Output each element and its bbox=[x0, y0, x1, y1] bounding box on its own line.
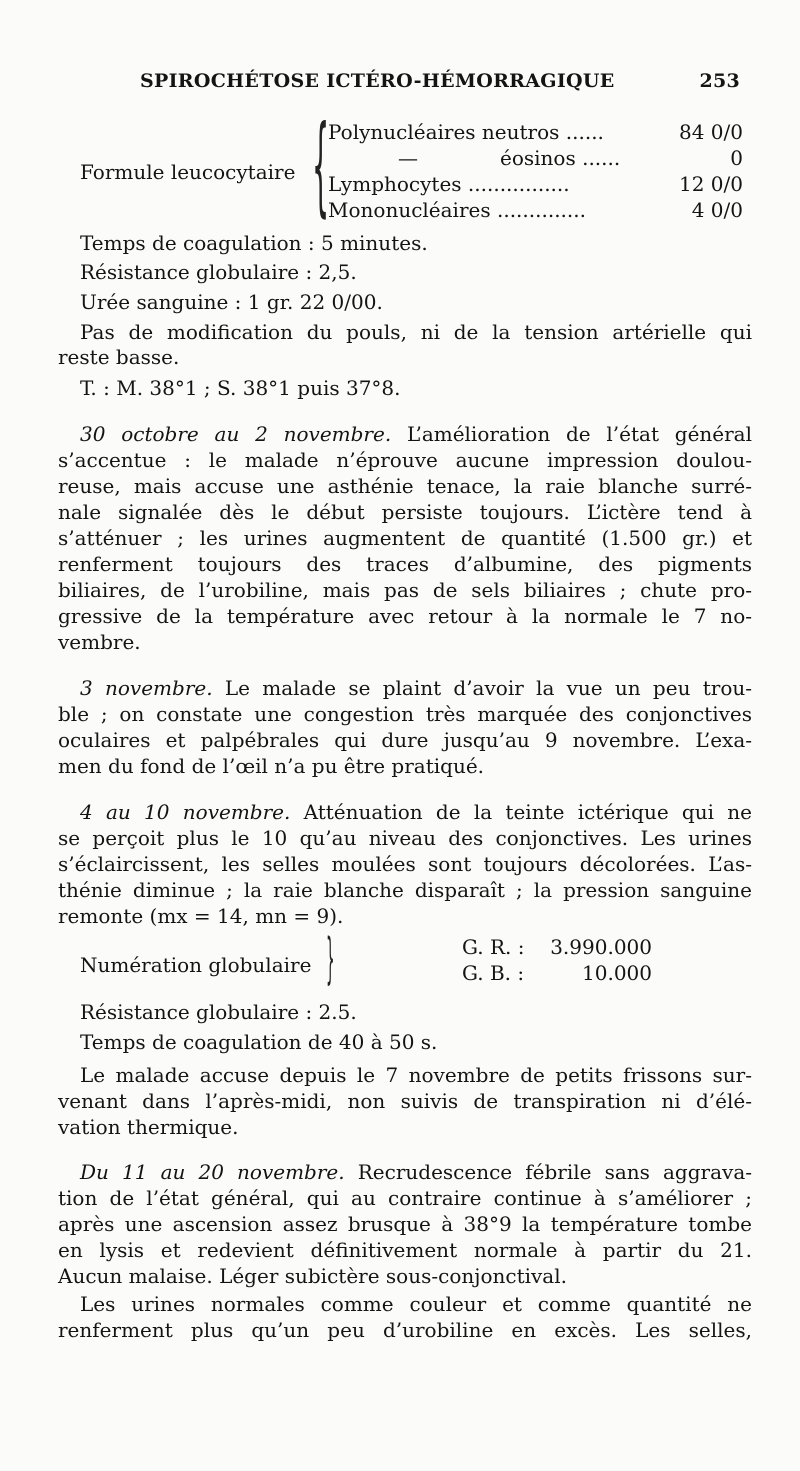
text-line: Résistance globulaire : 2,5. bbox=[80, 260, 357, 284]
paragraph-date: 3 novembre. bbox=[80, 676, 213, 700]
text-line: vation thermique. bbox=[58, 1115, 239, 1139]
text-line: s’accentue : le malade n’éprouve aucune impression doulou- bbox=[58, 448, 752, 472]
text-line: s’éclaircissent, les selles moulées sont toujours décolorées. L’as- bbox=[58, 852, 752, 876]
brace-icon: } bbox=[326, 927, 335, 990]
text-line: reuse, mais accuse une asthénie tenace, la raie blanche surré- bbox=[58, 474, 752, 498]
text-line: oculaires et palpébrales qui dure jusqu’au 9 novembre. L’exa- bbox=[58, 728, 752, 752]
text-line: thénie diminue ; la raie blanche disparaît ; la pression sanguine bbox=[58, 878, 752, 902]
text-line: T. : M. 38°1 ; S. 38°1 puis 37°8. bbox=[80, 376, 401, 400]
text-line: Temps de coagulation : 5 minutes. bbox=[80, 231, 428, 255]
text-line: gressive de la température avec retour à la normale le 7 no- bbox=[58, 604, 752, 628]
text-line: Les urines normales comme couleur et comme quantité ne bbox=[80, 1292, 752, 1316]
text-line: tion de l’état général, qui au contraire continue à s’améliorer ; bbox=[58, 1186, 752, 1210]
text-line: Le malade accuse depuis le 7 novembre de petits frissons sur- bbox=[80, 1063, 752, 1087]
text-line: ble ; on constate une congestion très marquée des conjonctives bbox=[58, 702, 752, 726]
paragraph-first-line: Du 11 au 20 novembre. Recrudescence fébrile sans aggrava- bbox=[80, 1160, 752, 1184]
brace-icon: { bbox=[312, 103, 330, 228]
text-line: men du fond de l’œil n’a pu être pratiqué. bbox=[58, 754, 485, 778]
text-line: Résistance globulaire : 2.5. bbox=[80, 1000, 357, 1024]
formula-label: Formule leucocytaire bbox=[80, 160, 296, 184]
paragraph-first-line: 3 novembre. Le malade se plaint d’avoir la vue un peu trou- bbox=[80, 676, 752, 700]
text-line: vembre. bbox=[58, 630, 141, 654]
text-line: venant dans l’après-midi, non suivis de transpiration ni d’élé- bbox=[58, 1089, 752, 1113]
paragraph-date: 30 octobre au 2 novembre. bbox=[80, 422, 392, 446]
text-line: nale signalée dès le début persiste toujours. L’ictère tend à bbox=[58, 500, 752, 524]
page-number: 253 bbox=[699, 70, 740, 92]
text-line: après une ascension assez brusque à 38°9 la température tombe bbox=[58, 1212, 752, 1236]
paragraph-first-line: 30 octobre au 2 novembre. L’amélioration de l’état général bbox=[80, 422, 752, 446]
document-page: SPIROCHÉTOSE ICTÉRO-HÉMORRAGIQUE 253 Formule leucocytaire { Polynucléaires neutros ...... 84 0/0 — éosinos ...... 0 Lymphocytes ................ 12 0/0 Mononucléaires .............. 4 0/0 Temps de coagulation : 5 minutes. Résistance globulaire : 2,5. Urée sanguine : 1 gr. 22 0/00. Pas de modification du pouls, ni de la tension artérielle qui reste basse. T. : M. 38°1 ; S. 38°1 puis 37°8. 30 octobre au 2 novembre. L’amélioration de l’état général s’accentue : le malade n’éprouve aucune impression doulou- reuse, mais accuse une asthénie tenace, la raie blanche surré- nale signalée dès le début persiste toujours. L’ictère tend à s’atténuer ; les urines augmentent de quantité (1.500 gr.) et renferment toujours des traces d’albumine, des pigments biliaires, de l’urobiline, mais pas de sels biliaires ; chute pro- gressive de la température avec retour à la normale le 7 no- vembre. 3 novembre. Le malade se plaint d’avoir la vue un peu trou- ble ; on constate une congestion très marquée des conjonctives oculaires et palpébrales qui dure jusqu’au 9 novembre. L’exa- men du fond de l’œil n’a pu être pratiqué. 4 au 10 novembre. Atténuation de la teinte ictérique qui ne se perçoit plus le 10 qu’au niveau des conjonctives. Les urines s’éclaircissent, les selles moulées sont toujours décolorées. L’as- thénie diminue ; la raie blanche disparaît ; la pression sanguine remonte (mx = 14, mn = 9). Numération globulaire } G. R. : 3.990.000 G. B. : 10.000 Résistance globulaire : 2.5. Temps de coagulation de 40 à 50 s. Le malade accuse depuis le 7 novembre de petits frissons sur- venant dans l’après-midi, non suivis de transpiration ni d’élé- vation thermique. Du 11 au 20 novembre. Recrudescence fébrile sans aggrava- tion de l’état général, qui au contraire continue à s’améliorer ; après une ascension assez brusque à 38°9 la température tombe en lysis et redevient définitivement normale à partir du 21. Aucun malaise. Léger subictère sous-conjonctival. Les urines normales comme couleur et comme quantité ne renferment plus qu’un peu d’urobiline en excès. Les selles, bbox=[0, 0, 800, 1471]
text-line: Urée sanguine : 1 gr. 22 0/00. bbox=[80, 290, 383, 314]
paragraph-date: Du 11 au 20 novembre. bbox=[80, 1160, 345, 1184]
text-line: biliaires, de l’urobiline, mais pas de sels biliaires ; chute pro- bbox=[58, 578, 752, 602]
text-line: reste basse. bbox=[58, 345, 180, 369]
text-line: renferment plus qu’un peu d’urobiline en excès. Les selles, bbox=[58, 1318, 752, 1342]
text-line: renferment toujours des traces d’albumine, des pigments bbox=[58, 552, 752, 576]
text-line: Pas de modification du pouls, ni de la tension artérielle qui bbox=[80, 320, 752, 344]
paragraph-first-line: 4 au 10 novembre. Atténuation de la teinte ictérique qui ne bbox=[80, 800, 752, 824]
text-line: s’atténuer ; les urines augmentent de quantité (1.500 gr.) et bbox=[58, 526, 752, 550]
text-line: remonte (mx = 14, mn = 9). bbox=[58, 904, 344, 928]
text-line: en lysis et redevient définitivement normale à partir du 21. bbox=[58, 1238, 752, 1262]
text-line: Aucun malaise. Léger subictère sous-conjonctival. bbox=[58, 1264, 567, 1288]
numeration-label: Numération globulaire bbox=[80, 953, 312, 977]
running-title: SPIROCHÉTOSE ICTÉRO-HÉMORRAGIQUE bbox=[140, 70, 615, 92]
text-line: se perçoit plus le 10 qu’au niveau des conjonctives. Les urines bbox=[58, 826, 752, 850]
text-line: Temps de coagulation de 40 à 50 s. bbox=[80, 1030, 438, 1054]
paragraph-date: 4 au 10 novembre. bbox=[80, 800, 291, 824]
